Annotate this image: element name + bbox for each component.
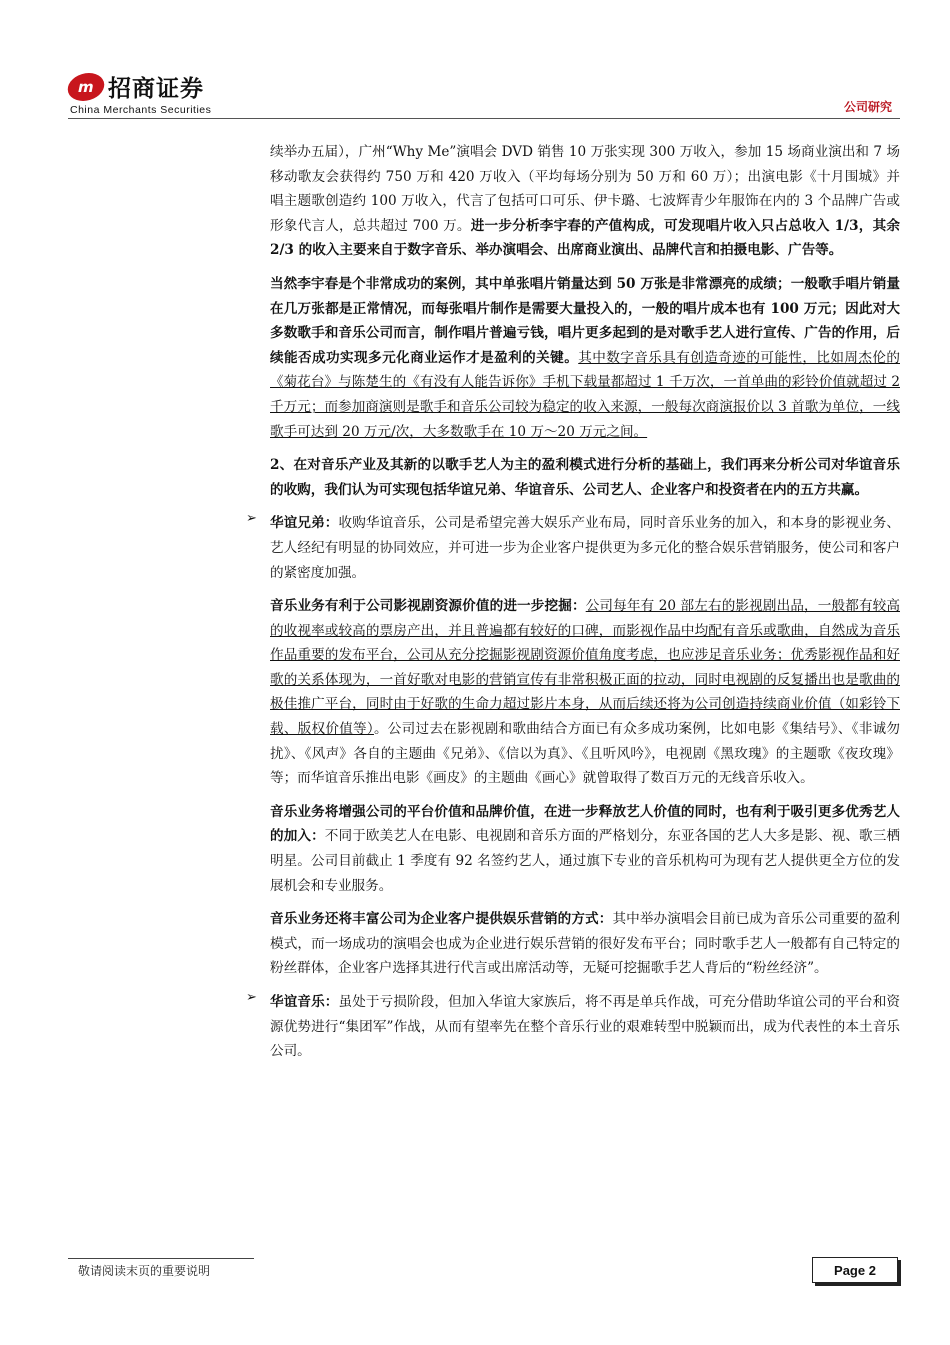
logo-chinese-name: 招商证券 <box>108 76 204 102</box>
paragraph-5-label: 音乐业务有利于公司影视剧资源价值的进一步挖掘： <box>270 598 586 615</box>
bullet-1-text: 收购华谊音乐，公司是希望完善大娱乐产业布局，同时音乐业务的加入，和本身的影视业务、艺人经纪有明显的协同效应，并可进一步为企业客户提供更为多元化的整合娱乐营销服务，使公司和客户的紧密度加强。 <box>270 515 901 581</box>
paragraph-1 <box>270 140 900 263</box>
logo-english-name: China Merchants Securities <box>70 104 212 116</box>
page-number: Page 2 <box>812 1257 898 1283</box>
paragraph-5 <box>270 594 900 791</box>
paragraph-2-underlined: 其中数字音乐具有创造奇迹的可能性，比如周杰伦的《菊花台》与陈楚生的《有没有人能告诉你》手机下载量都超过 1 千万次，一首单曲的彩铃价值就超过 2 千万元；而参加商演则是歌手和音乐公司较为稳定的收入来源，一般每次商演报价以 3 首歌为单位，一线歌手可达到 20 万元/次，大多数歌手在 10 万～20 万元之间。 <box>270 349 900 440</box>
paragraph-2-bold: 当然李宇春是个非常成功的案例，其中单张唱片销量达到 50 万张是非常漂亮的成绩；一般歌手唱片销量在几万张都是正常情况，而每张唱片制作是需要大量投入的，一般的唱片成本也有 100 万元；因此对大多数歌手和音乐公司而言，制作唱片普遍亏钱，唱片更多起到的是对歌手艺人进行宣传、广告的作用，后续能否成功实现多元化商业运作才是盈利的关键。 <box>270 275 900 366</box>
page-header <box>68 68 900 120</box>
arrow-bullet-icon: ➢ <box>246 511 257 527</box>
main-content <box>246 140 901 1073</box>
paragraph-5-text: 。公司过去在影视剧和歌曲结合方面已有众多成功案例，比如电影《集结号》、《非诚勿扰》、《风声》各自的主题曲《兄弟》、《信以为真》、《且听风吟》，电视剧《黑玫瑰》的主题歌《夜玫瑰》等；而华谊音乐推出电影《画皮》的主题曲《画心》就曾取得了数百万元的无线音乐收入。 <box>270 721 900 787</box>
bullet-huayi-brothers <box>246 511 901 585</box>
paragraph-6-text: 不同于欧美艺人在电影、电视剧和音乐方面的严格划分，东亚各国的艺人大多是影、视、歌三栖明星。公司目前截止 1 季度有 92 名签约艺人，通过旗下专业的音乐机构可为现有艺人提供更全方位的发展机会和专业服务。 <box>270 828 901 894</box>
section-label: 公司研究 <box>843 100 892 114</box>
paragraph-5-underlined: 公司每年有 20 部左右的影视剧出品，一般都有较高的收视率或较高的票房产出，并且普遍都有较好的口碑，而影视作品中均配有音乐或歌曲，自然成为音乐作品重要的发布平台，公司从充分挖掘影视剧资源价值角度考虑，也应涉足音乐业务；优秀影视作品和好歌的关系体现为，一首好歌对电影的营销宣传有非常积极正面的拉动，同时电视剧的反复播出也是歌曲的极佳推广平台，同时由于好歌的生命力超过影片本身，从而后续还将为公司创造持续商业价值（如彩铃下载、版权价值等） <box>270 598 900 738</box>
arrow-bullet-icon: ➢ <box>246 990 257 1005</box>
footer-divider <box>68 1258 254 1259</box>
paragraph-7-label: 音乐业务还将丰富公司为企业客户提供娱乐营销的方式： <box>270 911 613 928</box>
header-divider <box>68 118 900 119</box>
logo-mark-icon: m <box>65 73 107 101</box>
paragraph-1-bold: 进一步分析李宇春的产值构成，可发现唱片收入只占总收入 1/3，其余 2/3 的收入主要来自于数字音乐、举办演唱会、出席商业演出、品牌代言和拍摄电影、广告等。 <box>270 217 900 259</box>
paragraph-1-text: 续举办五届），广州“Why Me”演唱会 DVD 销售 10 万张实现 300 万收入，参加 15 场商业演出和 7 场移动歌友会获得约 750 万和 420 万收入（平均每场分别为 50 万和 60 万）；出演电影《十月围城》并唱主题歌创造约 100 万收入，代言了包括可口可乐、伊卡璐、七波辉青少年服饰在内的 3 个品牌广告或形象代言人，总共超过 700 万。 <box>270 144 900 234</box>
paragraph-7-text: 其中举办演唱会目前已成为音乐公司重要的盈利模式，而一场成功的演唱会也成为企业进行娱乐营销的很好发布平台；同时歌手艺人一般都有自己特定的粉丝群体，企业客户选择其进行代言或出席活动等，无疑可挖掘歌手艺人背后的“粉丝经济”。 <box>270 911 901 977</box>
bullet-2-label: 华谊音乐： <box>270 994 339 1010</box>
paragraph-7 <box>270 907 900 981</box>
paragraph-2 <box>270 272 900 444</box>
company-logo <box>68 70 204 103</box>
footer-disclaimer-note: 敬请阅读末页的重要说明 <box>78 1264 211 1278</box>
paragraph-6 <box>270 800 900 898</box>
bullet-1-label: 华谊兄弟： <box>270 515 339 532</box>
paragraph-3: 2、在对音乐产业及其新的以歌手艺人为主的盈利模式进行分析的基础上，我们再来分析公司对华谊音乐的收购，我们认为可实现包括华谊兄弟、华谊音乐、公司艺人、企业客户和投资者在内的五方共赢。 <box>270 457 900 498</box>
paragraph-6-label: 音乐业务将增强公司的平台价值和品牌价值，在进一步释放艺人价值的同时，也有利于吸引更多优秀艺人的加入： <box>270 803 900 845</box>
bullet-2-text: 虽处于亏损阶段，但加入华谊大家族后，将不再是单兵作战，可充分借助华谊公司的平台和资源优势进行“集团军”作战，从而有望率先在整个音乐行业的艰难转型中脱颖而出，成为代表性的本土音乐公司。 <box>270 994 901 1060</box>
bullet-huayi-music <box>246 990 901 1064</box>
